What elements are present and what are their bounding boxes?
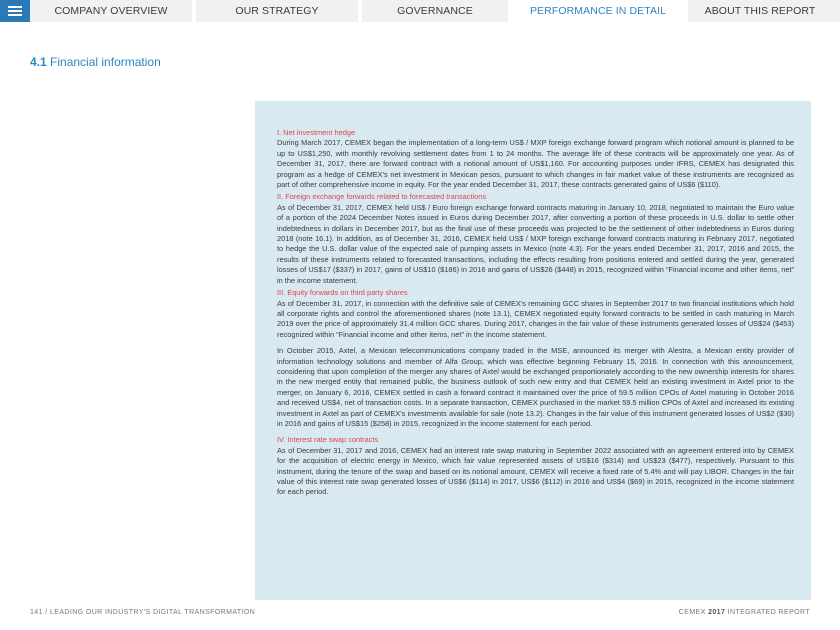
- paragraph: As of December 31, 2017, in connection with the definitive sale of CEMEX's remaining GCC shares in September 2017 to two financial institutions which hold all corporate rights and control the aforementioned shares (note 13.1), CEMEX negotiated equity forward contracts to be settled in cash maturing in March 2019 over the price of approximately 31.4 million GCC shares. During 2017, changes in the fair value of these instruments generated losses of US$24 ($453) recognized within “Financial income and other items, net” in the income statement.: [277, 298, 794, 339]
- subheading-interest-rate-swap: IV. Interest rate swap contracts: [277, 435, 379, 445]
- paragraph: As of December 31, 2017 and 2016, CEMEX had an interest rate swap maturing in September 2022 associated with an agreement entered into by CEMEX for the acquisition of electric energy in Mexico, which fair value represented assets of US$16 ($314) and US$23 ($477), respectively. Pursuant to this instrument, during the tenure of the swap and based on its notional amount, CEMEX will receive a fixed rate of 5.4% and will pay LIBOR. Changes in the fair value of this interest rate swap generated losses of US$6 ($114) in 2017, US$6 ($112) in 2016 and US$4 ($69) in 2015, recognized in the income statement for each period.: [277, 445, 794, 497]
- paragraph: As of December 31, 2017, CEMEX held US$ / Euro foreign exchange forward contracts maturing in January 10, 2018, negotiated to maintain the Euro value of a portion of the 2024 December Notes issued in Euros during December 2017, after converting a portion of these proceeds in U.S. dollar to settle other indebtedness in dollars in December 2017, but as the final use of these proceeds was projected to be the settlement of other indebtedness in Euros during 2018 (note 16.1). In addition, as of December 31, 2016, CEMEX held US$ / MXP foreign exchange forward contracts maturing in February 2017, negotiated to hedge the U.S. dollar value of the expected sale of pumping assets in Mexico (note 4.3). For the years ended December 31, 2017, 2016 and 2015, the results of these instruments related to forecasted transactions, including the effects resulting from positions entered and settled during the year, generated losses of US$17 ($337) in 2017, gains of US$10 ($186) in 2016 and gains of US$26 ($448) in 2015, recognized within “Financial income and other items, net” in the income statement.: [277, 202, 794, 285]
- page-number: 141: [30, 609, 43, 616]
- subheading-net-investment-hedge: I. Net investment hedge: [277, 128, 356, 137]
- tab-performance-in-detail[interactable]: PERFORMANCE IN DETAIL: [512, 0, 684, 22]
- footer-report-title: [679, 609, 810, 616]
- top-navigation-bar: [0, 0, 840, 22]
- footer-separator: /: [45, 609, 48, 616]
- subheading-foreign-exchange-forwards: II. Foreign exchange forwards related to forecasted transactions: [277, 192, 487, 202]
- footer-year: 2017: [708, 609, 726, 616]
- tab-our-strategy[interactable]: OUR STRATEGY: [235, 5, 319, 17]
- subheading-equity-forwards: III. Equity forwards on third party shares: [277, 288, 408, 298]
- section-title: Financial information: [50, 55, 161, 69]
- footer-report-label: INTEGRATED REPORT: [727, 609, 810, 616]
- paragraph: During March 2017, CEMEX began the implementation of a long-term US$ / MXP foreign exchange forward program which notional amount is planned to be up to US$1,250, with monthly revolving settlement dates from 1 to 24 months. The average life of these contracts will be approximately one year. As of December 31, 2017, there are forward contract with a notional amount of US$1,160. For accounting purposes under IFRS, CEMEX has designated this program as a hedge of CEMEX's net investment in Mexican pesos, pursuant to which changes in fair market value of these instruments are recognized as part of other comprehensive income in equity. For the year ended December 31, 2017, these contracts generated gains of US$6 ($110).: [277, 138, 794, 190]
- content-panel: [255, 101, 811, 600]
- hamburger-menu-icon[interactable]: [0, 0, 30, 22]
- panel-text: [277, 128, 794, 500]
- paragraph: In October 2015, Axtel, a Mexican telecommunications company traded in the MSE, announced its merger with Alestra, a Mexican entity provider of information technology solutions and member of Alfa Group, which was effective beginning February 15, 2016. In connection with this announcement, considering that upon completion of the merger any shares of Axtel would be exchanged proportionately according to the new ownership interests for shares in the new merged entity that remained public, the business outlook of such new entry and that CEMEX held an existing investment in Axtel prior to the merger, on January 6, 2016, CEMEX settled in cash a forward contract it maintained over the price of 59.5 million CPOs of Axtel maturing in October 2016 and received US$4, net of transaction costs. In a separate transaction, CEMEX purchased in the market 59.5 million CPOs of Axtel and increased its existing investment in Axtel as part of CEMEX's investments available for sale (note 13.2). Changes in the fair value of this instrument generated losses of US$2 ($30) in 2016 and gains of US$15 ($258) in 2015, recognized in the income statement for each period.: [277, 346, 794, 428]
- footer-chapter-title: LEADING OUR INDUSTRY'S DIGITAL TRANSFORMATION: [49, 609, 256, 616]
- tab-about-this-report[interactable]: ABOUT THIS REPORT: [704, 5, 816, 17]
- section-number: 4.1: [30, 55, 47, 69]
- page-title: [30, 55, 161, 69]
- tab-company-overview[interactable]: COMPANY OVERVIEW: [54, 5, 168, 17]
- footer-brand: CEMEX: [678, 609, 706, 616]
- footer-page-info: [30, 609, 255, 616]
- tab-governance[interactable]: GOVERNANCE: [397, 5, 473, 17]
